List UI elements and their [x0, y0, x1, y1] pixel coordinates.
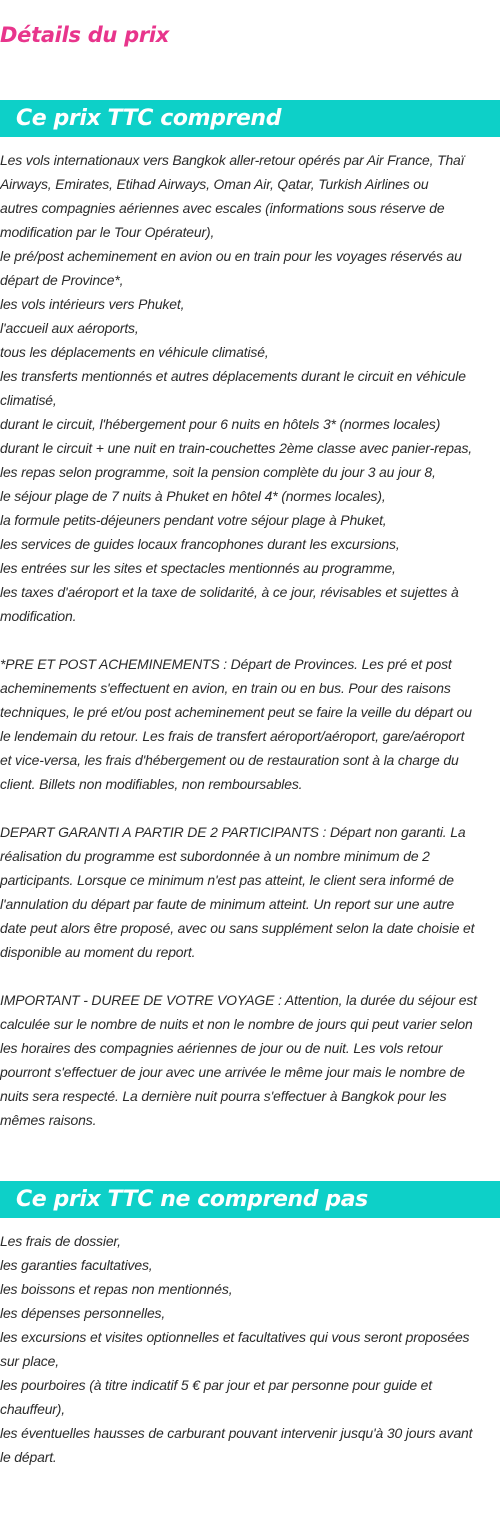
included-line: tous les déplacements en véhicule climatisé,: [0, 344, 269, 360]
excluded-list: [0, 1229, 500, 1469]
note-line: mêmes raisons.: [0, 1112, 97, 1128]
included-line: durant le circuit + une nuit en train-couchettes 2ème classe avec panier-repas,: [0, 440, 472, 456]
note-line: réalisation du programme est subordonnée à un nombre minimum de 2: [0, 848, 430, 864]
included-line: le séjour plage de 7 nuits à Phuket en hôtel 4* (normes locales),: [0, 488, 386, 504]
excluded-line: les garanties facultatives,: [0, 1257, 153, 1273]
section-heading-excluded: Ce prix TTC ne comprend pas: [0, 1181, 500, 1218]
note-line: date peut alors être proposé, avec ou sans supplément selon la date choisie et: [0, 920, 475, 936]
included-line: départ de Province*,: [0, 272, 124, 288]
excluded-line: les dépenses personnelles,: [0, 1305, 166, 1321]
note-line: participants. Lorsque ce minimum n'est pas atteint, le client sera informé de: [0, 872, 454, 888]
included-line: modification.: [0, 608, 77, 624]
included-line: durant le circuit, l'hébergement pour 6 nuits en hôtels 3* (normes locales): [0, 416, 441, 432]
note-line: techniques, le pré et/ou post acheminement peut se faire la veille du départ ou: [0, 704, 472, 720]
included-line: Les vols internationaux vers Bangkok aller-retour opérés par Air France, Thaï: [0, 152, 465, 168]
note-line: disponible au moment du report.: [0, 944, 196, 960]
note-line: DEPART GARANTI A PARTIR DE 2 PARTICIPANTS : Départ non garanti. La: [0, 824, 466, 840]
included-line: les transferts mentionnés et autres déplacements durant le circuit en véhicule: [0, 368, 466, 384]
included-line: les taxes d'aéroport et la taxe de solidarité, à ce jour, révisables et sujettes à: [0, 584, 459, 600]
excluded-line: les pourboires (à titre indicatif 5 € par jour et par personne pour guide et: [0, 1377, 433, 1393]
included-line: modification par le Tour Opérateur),: [0, 224, 215, 240]
section-heading-included: Ce prix TTC comprend: [0, 100, 500, 137]
note-line: et vice-versa, les frais d'hébergement ou de restauration sont à la charge du: [0, 752, 459, 768]
included-list: [0, 148, 500, 628]
included-line: autres compagnies aériennes avec escales (informations sous réserve de: [0, 200, 445, 216]
note-duree-voyage: [0, 988, 500, 1132]
note-line: nuits sera respecté. La dernière nuit pourra s'effectuer à Bangkok pour les: [0, 1088, 447, 1104]
included-line: l'accueil aux aéroports,: [0, 320, 139, 336]
note-depart-garanti: [0, 820, 500, 964]
included-line: les repas selon programme, soit la pension complète du jour 3 au jour 8,: [0, 464, 436, 480]
included-line: Airways, Emirates, Etihad Airways, Oman Air, Qatar, Turkish Airlines ou: [0, 176, 429, 192]
excluded-line: les boissons et repas non mentionnés,: [0, 1281, 233, 1297]
note-line: IMPORTANT - DUREE DE VOTRE VOYAGE : Attention, la durée du séjour est: [0, 992, 477, 1008]
note-line: l'annulation du départ par faute de minimum atteint. Un report sur une autre: [0, 896, 455, 912]
included-line: la formule petits-déjeuners pendant votre séjour plage à Phuket,: [0, 512, 387, 528]
included-line: les entrées sur les sites et spectacles mentionnés au programme,: [0, 560, 396, 576]
note-line: le lendemain du retour. Les frais de transfert aéroport/aéroport, gare/aéroport: [0, 728, 465, 744]
excluded-line: les excursions et visites optionnelles et facultatives qui vous seront proposées: [0, 1329, 470, 1345]
note-line: acheminements s'effectuent en avion, en train ou en bus. Pour des raisons: [0, 680, 451, 696]
note-line: *PRE ET POST ACHEMINEMENTS : Départ de Provinces. Les pré et post: [0, 656, 452, 672]
note-line: les horaires des compagnies aériennes de jour ou de nuit. Les vols retour: [0, 1040, 443, 1056]
included-line: climatisé,: [0, 392, 57, 408]
note-pre-post-acheminements: [0, 652, 500, 796]
page-title: Détails du prix: [0, 23, 170, 47]
excluded-line: Les frais de dossier,: [0, 1233, 121, 1249]
excluded-line: chauffeur),: [0, 1401, 66, 1417]
included-line: les vols intérieurs vers Phuket,: [0, 296, 185, 312]
excluded-line: sur place,: [0, 1353, 59, 1369]
excluded-line: les éventuelles hausses de carburant pouvant intervenir jusqu'à 30 jours avant: [0, 1425, 473, 1441]
included-line: le pré/post acheminement en avion ou en train pour les voyages réservés au: [0, 248, 462, 264]
note-line: client. Billets non modifiables, non remboursables.: [0, 776, 303, 792]
note-line: calculée sur le nombre de nuits et non le nombre de jours qui peut varier selon: [0, 1016, 473, 1032]
note-line: pourront s'effectuer de jour avec une arrivée le même jour mais le nombre de: [0, 1064, 465, 1080]
included-line: les services de guides locaux francophones durant les excursions,: [0, 536, 400, 552]
excluded-line: le départ.: [0, 1449, 57, 1465]
